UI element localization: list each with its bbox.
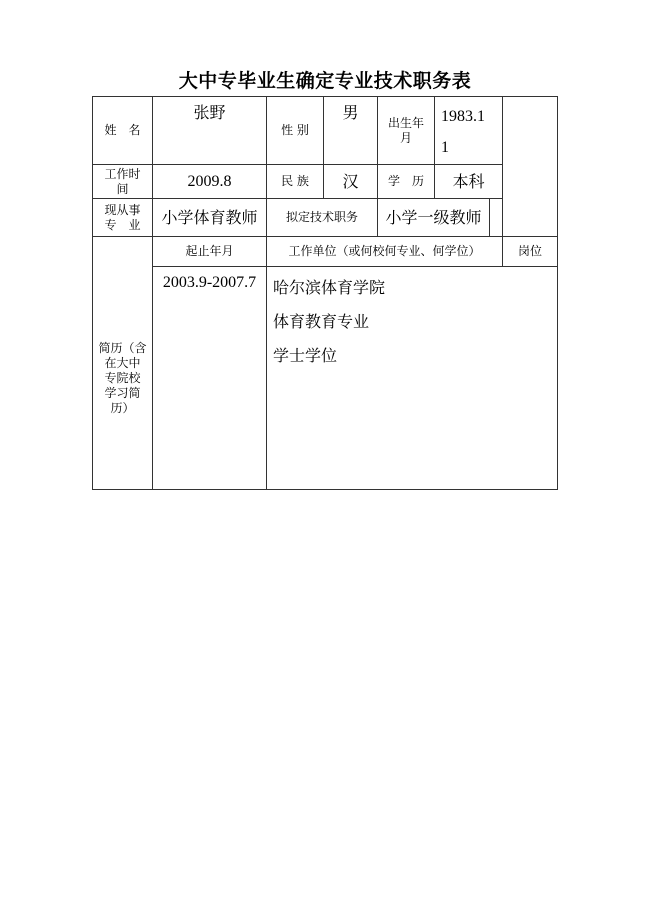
birth-label-line2: 月 bbox=[399, 130, 412, 145]
work-time-label bbox=[93, 165, 152, 198]
birth-value-line2: 1 bbox=[441, 139, 449, 156]
resume-label-line: 专院校 bbox=[104, 370, 141, 385]
unit-column-header: 工作单位（或何校何专业、何学位） bbox=[288, 244, 481, 258]
birth-label bbox=[378, 97, 434, 164]
work-time-label-line1: 工作时 bbox=[104, 166, 141, 181]
resume-unit-line: 哈尔滨体育学院 bbox=[273, 278, 386, 297]
form-title: 大中专毕业生确定专业技术职务表 bbox=[178, 70, 472, 92]
birth-value bbox=[441, 101, 501, 164]
ethnicity-value: 汉 bbox=[342, 171, 359, 191]
resume-period-value: 2003.9-2007.7 bbox=[162, 274, 257, 291]
resume-label-line: 学习简 bbox=[104, 385, 141, 400]
work-time-label-line2: 间 bbox=[116, 181, 129, 196]
ethnicity-label: 民 族 bbox=[281, 174, 309, 188]
name-value: 张野 bbox=[193, 103, 226, 122]
resume-unit-line: 学士学位 bbox=[273, 346, 338, 365]
resume-label-line: 简历（含 bbox=[98, 340, 147, 355]
birth-value-line1: 1983.1 bbox=[441, 108, 485, 125]
resume-unit-line: 体育教育专业 bbox=[273, 312, 370, 331]
gender-value: 男 bbox=[342, 103, 359, 122]
birth-label-line1: 出生年 bbox=[387, 115, 424, 130]
proposed-title-value: 小学一级教师 bbox=[385, 207, 482, 227]
resume-label-line: 历） bbox=[110, 400, 135, 415]
period-column-header: 起止年月 bbox=[185, 244, 234, 258]
current-major-label bbox=[93, 199, 152, 236]
name-label: 姓 名 bbox=[104, 123, 141, 137]
work-time-value: 2009.8 bbox=[187, 172, 232, 190]
resume-unit-value bbox=[273, 271, 501, 371]
resume-label-line: 在大中 bbox=[104, 355, 141, 370]
resume-label bbox=[93, 267, 152, 489]
current-major-label-line1: 现从事 bbox=[104, 202, 141, 217]
education-label: 学 历 bbox=[387, 174, 424, 188]
current-major-value: 小学体育教师 bbox=[161, 207, 258, 227]
position-column-header: 岗位 bbox=[517, 244, 542, 258]
proposed-title-label: 拟定技术职务 bbox=[285, 210, 358, 224]
current-major-label-line2: 专 业 bbox=[104, 217, 141, 232]
education-value: 本科 bbox=[452, 171, 485, 191]
gender-label: 性 别 bbox=[281, 123, 309, 137]
